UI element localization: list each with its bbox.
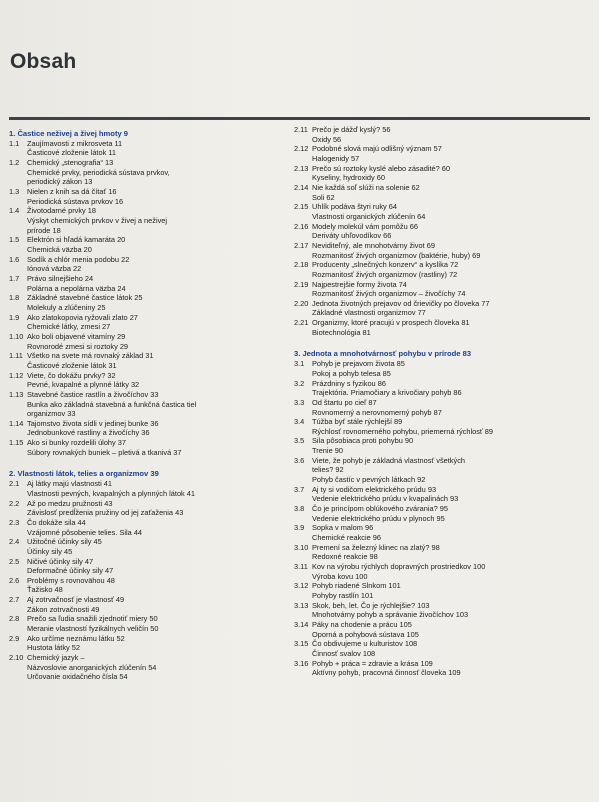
- toc-entry-lines: [27, 351, 290, 370]
- toc-entry: [294, 222, 590, 241]
- toc-entry-lines: [27, 313, 290, 332]
- toc-entry-number: 1.10: [9, 331, 24, 341]
- toc-entry-number: 1.2: [9, 158, 20, 168]
- toc-entry-line: Vlastnosti organických zlúčenín 64: [312, 211, 426, 221]
- toc-entry-line: Iónová väzba 22: [27, 264, 82, 274]
- toc-entry-line: Bunka ako základná stavebná a funkčná častica tiel: [27, 399, 197, 409]
- toc-entry-lines: [312, 164, 590, 183]
- toc-entry: [9, 158, 290, 187]
- toc-entry: [294, 202, 590, 221]
- toc-entry-line: Pokoj a pohyb telesa 85: [312, 368, 391, 378]
- toc-entry-line: Rovnomerný a nerovnomerný pohyb 87: [312, 407, 442, 417]
- toc-entry-number: 2.9: [9, 633, 20, 643]
- toc-entry-number: 2.21: [294, 318, 309, 328]
- toc-entry-line: Meranie vlastností fyzikálnych veličín 50: [27, 624, 159, 634]
- toc-entry-line: Čo je princípom oblúkového zvárania? 95: [312, 504, 448, 514]
- toc-entry-number: 1.7: [9, 273, 20, 283]
- toc-entry-number: 1.13: [9, 389, 24, 399]
- toc-entry: [294, 620, 590, 639]
- toc-entry-line: Viete, že pohyb je základná vlastnosť všetkých: [312, 455, 465, 465]
- toc-entry-number: 2.10: [9, 653, 24, 663]
- toc-entry-line: Premení sa železný klinec na zlatý? 98: [312, 542, 440, 552]
- toc-entry-line: Periodická sústava prvkov 16: [27, 196, 124, 206]
- toc-entry-line: Najpestrejšie formy života 74: [312, 279, 407, 289]
- toc-entry: [294, 639, 590, 658]
- toc-entry-number: 1.1: [9, 138, 20, 148]
- toc-entry-number: 3.16: [294, 658, 309, 668]
- toc-entry-number: 3.12: [294, 581, 309, 591]
- toc-entry: [294, 144, 590, 163]
- toc-entry-lines: [312, 398, 590, 417]
- toc-entry-line: Redoxné reakcie 98: [312, 552, 378, 562]
- toc-entry-line: Právo silnejšieho 24: [27, 273, 94, 283]
- toc-entry-line: Vzájomné pôsobenie telies. Sila 44: [27, 527, 143, 537]
- toc-entry-line: Pohyb riadené Slnkom 101: [312, 581, 401, 591]
- toc-entry-line: Zaujímavosti z mikrosveta 11: [27, 138, 123, 148]
- toc-entry-line: Jednobunkové rastliny a živočíchy 36: [27, 428, 150, 438]
- toc-entry: [9, 313, 290, 332]
- toc-entry-lines: [312, 523, 590, 542]
- bleed-through-text: [150, 35, 590, 120]
- toc-entry-line: Aktívny pohyb, pracovná činnosť človeka 109: [312, 668, 461, 678]
- toc-entry-lines: [27, 557, 290, 576]
- toc-entry-line: Vlastnosti pevných, kvapalných a plynných látok 41: [27, 488, 196, 498]
- toc-section-heading: 2. Vlastnosti látok, telies a organizmov 39: [9, 469, 159, 479]
- toc-entry-number: 1.8: [9, 293, 20, 303]
- toc-entry-line: Páky na chodenie a prácu 105: [312, 619, 412, 629]
- toc-entry-line: Aj látky majú vlastnosti 41: [27, 479, 113, 489]
- toc-entry: [9, 371, 290, 390]
- toc-entry-line: Prečo je dážď kyslý? 56: [312, 125, 391, 134]
- toc-entry-number: 3.15: [294, 639, 309, 649]
- toc-entry-lines: [312, 436, 590, 455]
- toc-entry-number: 3.9: [294, 523, 305, 533]
- toc-entry: [9, 139, 290, 158]
- toc-entry-line: Vedenie elektrického prúdu v kvapalinách 93: [312, 494, 459, 504]
- toc-entry: [9, 576, 290, 595]
- toc-entry-line: Ako si bunky rozdelili úlohy 37: [27, 438, 127, 448]
- toc-entry-line: Ťažisko 48: [27, 585, 63, 595]
- toc-entry: [9, 595, 290, 614]
- toc-entry-number: 3.2: [294, 378, 305, 388]
- section-spacer: [9, 457, 290, 465]
- toc-entry: [294, 504, 590, 523]
- toc-entry-line: Časticové zloženie látok 11: [27, 148, 117, 158]
- toc-entry: [294, 183, 590, 202]
- title-rule: [9, 117, 590, 120]
- toc-entry-number: 3.5: [294, 436, 305, 446]
- toc-entry-line: Skok, beh, let. Čo je rýchlejšie? 103: [312, 600, 430, 610]
- toc-entry-line: Sila pôsobiaca proti pohybu 90: [312, 436, 414, 446]
- toc-entry-lines: [27, 139, 290, 158]
- toc-entry-line: Hustota látky 52: [27, 643, 80, 653]
- toc-entry-lines: [27, 614, 290, 633]
- toc-entry-number: 2.11: [294, 125, 308, 134]
- toc-entry: [294, 659, 590, 678]
- toc-entry-lines: [27, 235, 290, 254]
- toc-entry-line: Jednota životných prejavov od črievičky po človeka 77: [312, 298, 490, 308]
- toc-entry-number: 2.20: [294, 298, 309, 308]
- toc-entry-lines: [312, 379, 590, 398]
- toc-entry-line: Účinky sily 45: [27, 546, 73, 556]
- toc-entry-line: Elektrón si hľadá kamaráta 20: [27, 235, 126, 245]
- toc-entry-lines: [27, 537, 290, 556]
- toc-entry: [294, 125, 590, 144]
- toc-entry-line: Nielen z knih sa dá čítať 16: [27, 187, 117, 197]
- toc-entry-number: 2.17: [294, 240, 309, 250]
- toc-entry-lines: [312, 318, 590, 337]
- toc-entry-line: Chemický jazyk –: [27, 653, 85, 663]
- toc-entry-line: Výskyt chemických prvkov v živej a neživej: [27, 216, 168, 226]
- toc-entry: [9, 332, 290, 351]
- toc-entry-line: Chemické látky, zmesi 27: [27, 322, 111, 332]
- toc-entry-number: 3.14: [294, 619, 309, 629]
- toc-entry: [294, 523, 590, 542]
- toc-entry-lines: [312, 456, 590, 485]
- toc-entry-line: Kyseliny, hydroxidy 60: [312, 173, 385, 183]
- toc-entry-line: organizmov 33: [27, 409, 76, 419]
- toc-entry-lines: [312, 125, 590, 144]
- toc-entry-line: Aj ty si vodičom elektrického prúdu 93: [312, 484, 437, 494]
- toc-entry-line: Výroba kovu 100: [312, 571, 368, 581]
- toc-entry-lines: [27, 576, 290, 595]
- toc-entry-lines: [27, 332, 290, 351]
- toc-entry: [9, 255, 290, 274]
- toc-entry-line: Základné stavebné častice látok 25: [27, 293, 143, 303]
- toc-entry-lines: [312, 183, 590, 202]
- toc-entry-line: Mnohotvárny pohyb a správanie živočíchov 103: [312, 610, 469, 620]
- toc-entry-line: Rozmanitosť živých organizmov – živočíchy 74: [312, 289, 466, 299]
- toc-entry-number: 3.7: [294, 484, 305, 494]
- toc-entry-lines: [27, 293, 290, 312]
- toc-entry: [9, 351, 290, 370]
- toc-entry: [9, 634, 290, 653]
- toc-entry: [9, 274, 290, 293]
- toc-entry-line: periodický zákon 13: [27, 177, 93, 187]
- toc-entry-line: Základné vlastnosti organizmov 77: [312, 308, 426, 318]
- toc-entry-line: Časticové zloženie látok 31: [27, 360, 117, 370]
- toc-entry-lines: [312, 659, 590, 678]
- toc-entry-line: Čo obdivujeme u kulturistov 108: [312, 639, 418, 649]
- toc-entry-line: Prečo sú roztoky kyslé alebo zásadité? 60: [312, 163, 451, 173]
- toc-entry: [294, 543, 590, 562]
- page-title: Obsah: [10, 50, 77, 73]
- toc-entry: [294, 456, 590, 485]
- toc-entry: [9, 438, 290, 457]
- toc-entry-lines: [27, 371, 290, 390]
- toc-entry: [294, 417, 590, 436]
- toc-entry-number: 3.1: [294, 359, 305, 369]
- toc-entry-lines: [27, 634, 290, 653]
- toc-entry-line: Závislosť predĺženia pružiny od jej zaťaženia 43: [27, 508, 184, 518]
- toc-entry-line: Oxidy 56: [312, 134, 342, 144]
- toc-entry-line: Ako boli objavené vitamíny 29: [27, 331, 126, 341]
- toc-entry-number: 2.5: [9, 556, 20, 566]
- toc-entry-line: Čo dokáže sila 44: [27, 517, 86, 527]
- toc-entry-number: 3.6: [294, 455, 305, 465]
- toc-entry-line: Pohyby rastlín 101: [312, 590, 374, 600]
- toc-entry-line: Všetko na svete má rovnaký základ 31: [27, 351, 154, 361]
- toc-entry: [9, 390, 290, 419]
- toc-entry-number: 3.13: [294, 600, 309, 610]
- toc-entry-line: Trajektória. Priamočiary a krivočiary pohyb 86: [312, 388, 462, 398]
- toc-entry-lines: [27, 479, 290, 498]
- toc-entry-line: Ako určíme neznámu látku 52: [27, 633, 125, 643]
- toc-entry-number: 1.12: [9, 370, 24, 380]
- toc-entry-line: Problémy s rovnovähou 48: [27, 575, 115, 585]
- toc-section-heading: 1. Častice neživej a živej hmoty 9: [9, 129, 129, 138]
- toc-entry-number: 2.2: [9, 498, 20, 508]
- toc-entry: [9, 537, 290, 556]
- toc-entry: [294, 581, 590, 600]
- toc-entry-lines: [27, 653, 290, 682]
- toc-entry-lines: [312, 241, 590, 260]
- toc-entry-lines: [312, 620, 590, 639]
- toc-entry-line: Aj zotrvačnosť je vlastnosť 49: [27, 595, 125, 605]
- toc-entry-line: Organizmy, ktoré pracujú v prospech človeka 81: [312, 318, 470, 328]
- toc-entry-line: Určovanie oxidačného čísla 54: [27, 672, 128, 682]
- toc-entry-number: 2.1: [9, 479, 20, 489]
- toc-entry-lines: [312, 543, 590, 562]
- toc-entry-number: 3.3: [294, 397, 305, 407]
- toc-entry-lines: [312, 639, 590, 658]
- toc-entry: [294, 241, 590, 260]
- toc-entry-line: Deformačné účinky sily 47: [27, 566, 114, 576]
- toc-entry-line: Rýchlosť rovnomerného pohybu, priemerná rýchlosť 89: [312, 426, 493, 436]
- toc-entry-lines: [27, 187, 290, 206]
- toc-entry-line: Nie každá soľ slúži na solenie 62: [312, 182, 420, 192]
- toc-left-column: [9, 125, 290, 682]
- toc-entry-line: Súbory rovnakých buniek – pletivá a tkanivá 37: [27, 447, 182, 457]
- toc-entry-lines: [27, 206, 290, 235]
- toc-entry-number: 1.11: [9, 351, 23, 361]
- toc-entry-line: Deriváty uhľovodíkov 66: [312, 231, 392, 241]
- toc-entry-lines: [27, 518, 290, 537]
- toc-entry-lines: [27, 255, 290, 274]
- toc-entry-number: 1.14: [9, 418, 24, 428]
- toc-entry: [294, 398, 590, 417]
- toc-entry-lines: [312, 562, 590, 581]
- toc-entry-lines: [27, 158, 290, 187]
- toc-entry-number: 3.11: [294, 562, 308, 572]
- toc-entry-lines: [27, 438, 290, 457]
- toc-entry-line: Pohyb je prejavom života 85: [312, 359, 405, 369]
- toc-entry-number: 2.12: [294, 144, 309, 154]
- toc-entry-line: Chemické prvky, periodická sústava prvkov,: [27, 167, 170, 177]
- toc-entry-line: Neviditeľný, ale mnohotvárny život 69: [312, 240, 435, 250]
- toc-entry-lines: [27, 499, 290, 518]
- toc-entry-number: 1.15: [9, 438, 24, 448]
- toc-entry: [294, 379, 590, 398]
- toc-entry-line: Sopka v malom 96: [312, 523, 374, 533]
- toc-entry: [9, 235, 290, 254]
- toc-entry-line: Pohyb + práca = zdravie a krása 109: [312, 658, 433, 668]
- toc-entry: [294, 318, 590, 337]
- toc-entry-lines: [312, 222, 590, 241]
- toc-entry-lines: [312, 299, 590, 318]
- toc-entry-lines: [27, 390, 290, 419]
- toc-entry-lines: [312, 260, 590, 279]
- toc-entry: [9, 499, 290, 518]
- toc-entry-line: Uhlík podáva štyri ruky 64: [312, 202, 398, 212]
- toc-entry-line: Chemické reakcie 96: [312, 533, 382, 543]
- toc-entry-line: Pohyb častíc v pevných látkach 92: [312, 475, 426, 485]
- toc-entry-line: Pevné, kvapalné a plynné látky 32: [27, 380, 140, 390]
- toc-entry-number: 2.3: [9, 517, 20, 527]
- toc-entry-line: Rozmanitosť živých organizmov (rastliny) 72: [312, 269, 458, 279]
- toc-entry-line: Životodarné prvky 18: [27, 206, 97, 216]
- toc-entry-line: Biotechnológia 81: [312, 327, 371, 337]
- toc-entry-lines: [27, 419, 290, 438]
- toc-entry-line: Viete, čo dokážu prvky? 32: [27, 370, 116, 380]
- toc-entry-line: Modely molekúl vám pomôžu 66: [312, 221, 418, 231]
- toc-entry-line: Prečo sa ľudia snažili zjednotiť miery 50: [27, 614, 158, 624]
- toc-entry: [294, 562, 590, 581]
- toc-entry-line: Sodík a chlór menia podobu 22: [27, 254, 130, 264]
- toc-entry: [9, 518, 290, 537]
- toc-entry-line: Ako zlatokopovia ryžovali zlato 27: [27, 312, 138, 322]
- toc-entry: [294, 299, 590, 318]
- toc-entry: [9, 206, 290, 235]
- toc-entry-number: 3.10: [294, 542, 309, 552]
- toc-entry-line: prírode 18: [27, 225, 61, 235]
- toc-entry-line: Molekuly a zlúčeniny 25: [27, 302, 106, 312]
- toc-entry-number: 1.6: [9, 254, 20, 264]
- toc-entry-lines: [27, 274, 290, 293]
- toc-entry-line: Rovnorodé zmesi si roztoky 29: [27, 341, 129, 351]
- toc-entry-number: 2.13: [294, 163, 309, 173]
- toc-entry-line: Oporná a pohybová sústava 105: [312, 629, 419, 639]
- toc-right-column: [294, 125, 590, 678]
- toc-entry-line: Až po medzu pružnosti 43: [27, 498, 113, 508]
- toc-entry-number: 2.19: [294, 279, 309, 289]
- toc-entry-line: Užitočné účinky sily 45: [27, 537, 102, 547]
- toc-entry: [294, 359, 590, 378]
- toc-entry: [9, 557, 290, 576]
- toc-entry-line: Stavebné častice rastlín a živočíchov 33: [27, 389, 159, 399]
- toc-entry-lines: [312, 202, 590, 221]
- toc-entry-number: 1.4: [9, 206, 20, 216]
- toc-entry-line: Chemický „stenografia“ 13: [27, 158, 114, 168]
- toc-entry-line: Vedenie elektrického prúdu v plynoch 95: [312, 513, 445, 523]
- toc-entry-line: Ničivé účinky sily 47: [27, 556, 94, 566]
- toc-entry-lines: [312, 601, 590, 620]
- toc-entry-number: 2.15: [294, 202, 309, 212]
- toc-entry: [9, 614, 290, 633]
- toc-entry-line: Prázdniny s fyzikou 86: [312, 378, 386, 388]
- toc-entry-lines: [312, 280, 590, 299]
- toc-entry: [294, 601, 590, 620]
- toc-entry-line: Túžba byť stále rýchlejší 89: [312, 417, 403, 427]
- toc-entry-lines: [312, 581, 590, 600]
- toc-entry-number: 3.8: [294, 504, 305, 514]
- toc-entry-line: Producenty „slnečných konzerv“ a kyslíka 72: [312, 260, 459, 270]
- toc-entry-number: 2.8: [9, 614, 20, 624]
- toc-entry: [294, 485, 590, 504]
- toc-entry-lines: [312, 417, 590, 436]
- section-spacer: [294, 337, 590, 345]
- toc-entry-line: Rozmanitosť živých organizmov (baktérie, huby) 69: [312, 250, 481, 260]
- toc-entry-lines: [312, 144, 590, 163]
- toc-entry: [9, 653, 290, 682]
- toc-entry-number: 2.14: [294, 182, 309, 192]
- toc-entry: [294, 164, 590, 183]
- toc-entry: [9, 187, 290, 206]
- toc-entry-line: Soli 62: [312, 192, 335, 202]
- toc-entry: [294, 436, 590, 455]
- toc-entry: [9, 419, 290, 438]
- toc-entry-lines: [312, 359, 590, 378]
- toc-entry-line: Tajomstvo života sídli v jedinej bunke 36: [27, 418, 159, 428]
- toc-entry-line: telies? 92: [312, 465, 344, 475]
- toc-entry: [294, 280, 590, 299]
- toc-entry-line: Názvoslovie anorganických zlúčenín 54: [27, 662, 157, 672]
- toc-entry-number: 2.4: [9, 537, 20, 547]
- toc-entry-number: 2.6: [9, 575, 20, 585]
- toc-entry-line: Trenie 90: [312, 446, 343, 456]
- toc-entry-number: 2.16: [294, 221, 309, 231]
- toc-entry-number: 3.4: [294, 417, 305, 427]
- toc-entry-number: 1.5: [9, 235, 20, 245]
- toc-entry-line: Od štartu po cieľ 87: [312, 397, 377, 407]
- toc-entry: [9, 479, 290, 498]
- toc-entry-line: Halogenidy 57: [312, 153, 360, 163]
- toc-entry-number: 1.9: [9, 312, 20, 322]
- toc-entry-lines: [312, 485, 590, 504]
- toc-entry-line: Kov na výrobu rýchlych dopravných prostriedkov 100: [312, 562, 486, 572]
- toc-entry-number: 1.3: [9, 187, 20, 197]
- toc-entry-line: Polárna a nepolárna väzba 24: [27, 283, 126, 293]
- toc-entry-number: 2.18: [294, 260, 309, 270]
- toc-entry: [9, 293, 290, 312]
- toc-entry-line: Zákon zotrvačnosti 49: [27, 604, 100, 614]
- toc-entry-line: Činnosť svalov 108: [312, 648, 376, 658]
- toc-section-heading: 3. Jednota a mnohotvárnosť pohybu v prírode 83: [294, 349, 472, 359]
- toc-entry-line: Podobné slová majú odlišný význam 57: [312, 144, 442, 154]
- toc-entry-lines: [312, 504, 590, 523]
- toc-entry: [294, 260, 590, 279]
- toc-entry-lines: [27, 595, 290, 614]
- toc-entry-line: Chemická väzba 20: [27, 245, 92, 255]
- toc-entry-number: 2.7: [9, 595, 20, 605]
